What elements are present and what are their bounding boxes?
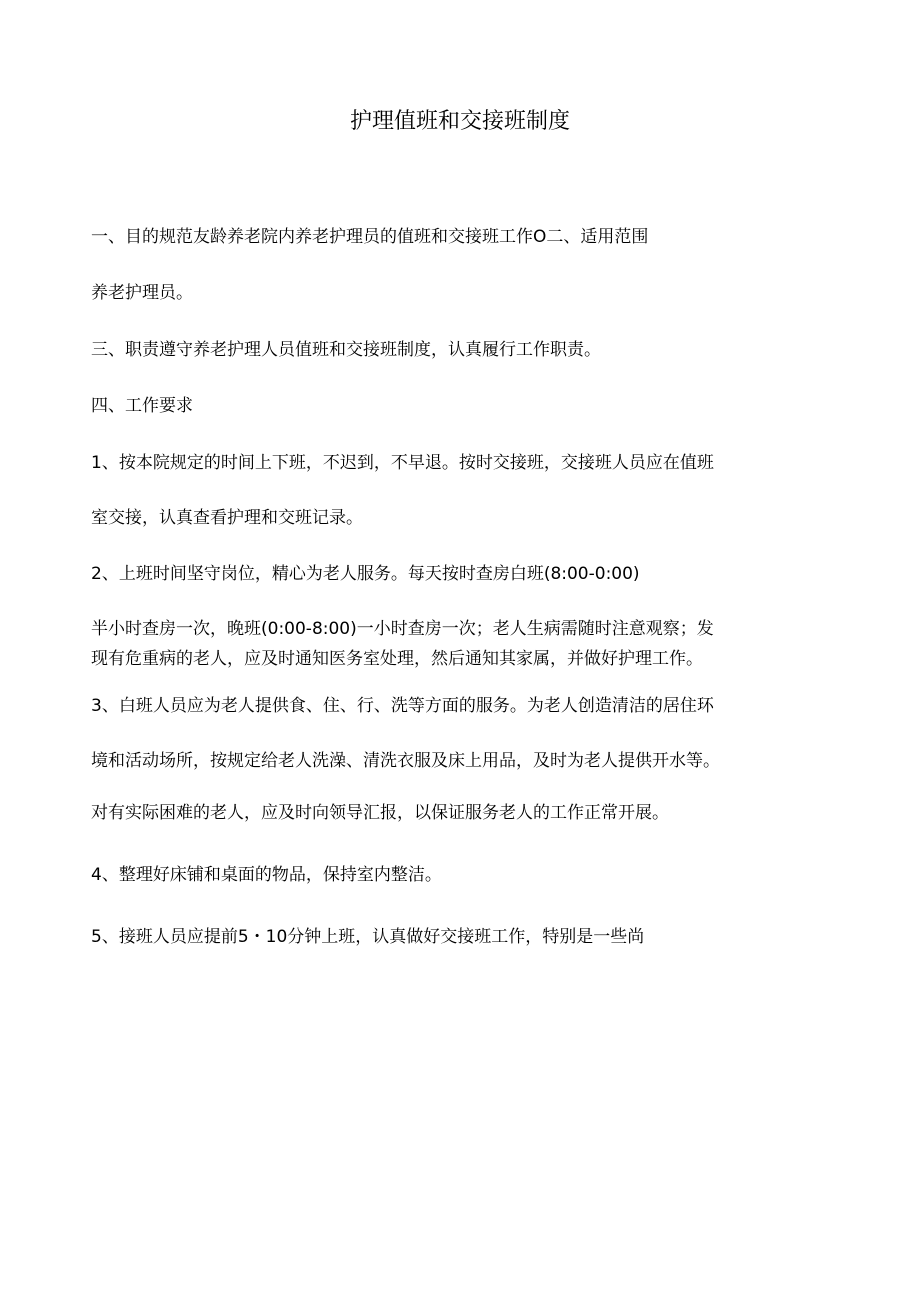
requirement-2-line-3: 现有危重病的老人，应及时通知医务室处理，然后通知其家属，并做好护理工作。: [91, 649, 703, 669]
requirement-3-line-3: 对有实际困难的老人，应及时向领导汇报，以保证服务老人的工作正常开展。: [91, 803, 669, 823]
requirement-3-line-2: 境和活动场所，按规定给老人洗澡、清洗衣服及床上用品，及时为老人提供开水等。: [91, 751, 720, 771]
document-title: 护理值班和交接班制度: [349, 109, 570, 134]
requirement-3-line-1: 3、白班人员应为老人提供食、住、行、洗等方面的服务。为老人创造清洁的居住环: [91, 696, 714, 716]
section-heading-requirements: 四、工作要求: [91, 396, 193, 416]
paragraph-duties: 三、职责遵守养老护理人员值班和交接班制度，认真履行工作职责。: [91, 340, 601, 360]
requirement-4: 4、整理好床铺和桌面的物品，保持室内整洁。: [91, 865, 442, 885]
requirement-1-line-2: 室交接，认真查看护理和交班记录。: [91, 508, 363, 528]
paragraph-scope-body: 养老护理员。: [91, 283, 193, 303]
paragraph-purpose-scope: 一、目的规范友龄养老院内养老护理员的值班和交接班工作O二、适用范围: [91, 227, 649, 247]
requirement-2-line-2: 半小时查房一次，晚班(0:00-8:00)一小时查房一次；老人生病需随时注意观察；发: [91, 619, 714, 639]
requirement-5-line-1: 5、接班人员应提前5・10分钟上班，认真做好交接班工作，特别是一些尚: [91, 927, 645, 947]
requirement-1-line-1: 1、按本院规定的时间上下班，不迟到，不早退。按时交接班，交接班人员应在值班: [91, 453, 714, 473]
requirement-2-line-1: 2、上班时间坚守岗位，精心为老人服务。每天按时查房白班(8:00-0:00): [91, 564, 640, 584]
